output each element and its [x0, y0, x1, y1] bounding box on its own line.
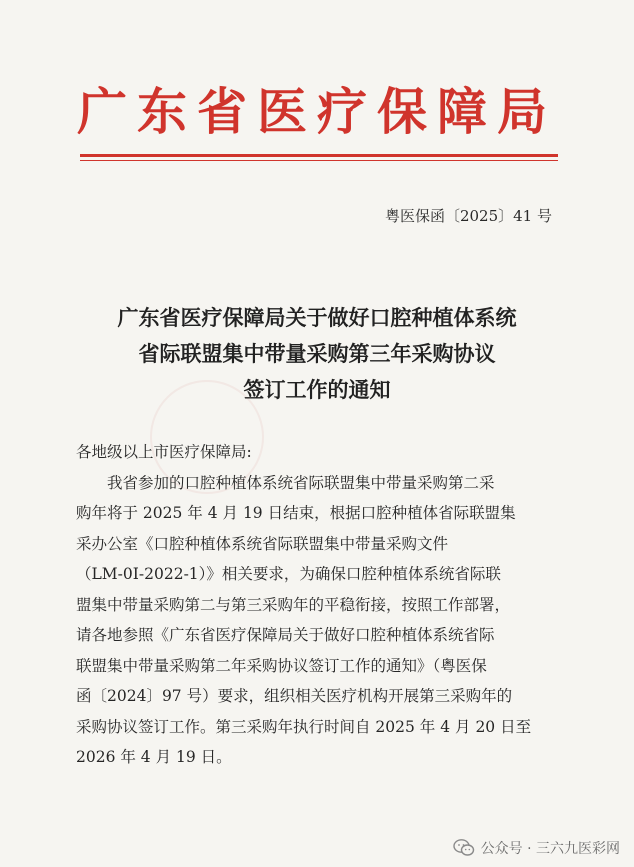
- document-title: [0, 300, 634, 408]
- body-line: 我省参加的口腔种植体系统省际联盟集中带量采购第二采: [107, 473, 495, 492]
- title-line: 签订工作的通知: [243, 377, 391, 402]
- document-number: 粤医保函〔2025〕41 号: [384, 207, 552, 225]
- body-line: （LM-0I-2022-1）》相关要求，为确保口腔种植体系统省际联: [76, 565, 501, 583]
- title-line: 省际联盟集中带量采购第三年采购协议: [138, 341, 496, 366]
- salutation: 各地级以上市医疗保障局:: [76, 443, 252, 461]
- watermark-text: 公众号 · 三六九医彩网: [480, 841, 620, 857]
- body-line: 盟集中带量采购第二与第三采购年的平稳衔接，按照工作部署，: [76, 595, 511, 614]
- body-line: 请各地参照《广东省医疗保障局关于做好口腔种植体系统省际: [76, 626, 495, 644]
- wechat-watermark: [453, 837, 620, 859]
- header-red-rule-thin: [80, 160, 558, 161]
- body-line: 采办公室《口腔种植体系统省际联盟集中带量采购文件: [76, 534, 449, 553]
- document-body: [76, 437, 556, 773]
- header-red-rule-thick: [80, 154, 558, 157]
- body-line: 函〔2024〕97 号）要求，组织相关医疗机构开展第三采购年的: [76, 687, 513, 705]
- body-line: 联盟集中带量采购第二年采购协议签订工作的通知》（粤医保: [76, 656, 487, 675]
- body-line: 采购协议签订工作。第三采购年执行时间自 2025 年 4 月 20 日至: [76, 717, 532, 736]
- issuer-header: 广东省医疗保障局: [77, 82, 557, 141]
- title-line: 广东省医疗保障局关于做好口腔种植体系统: [117, 305, 517, 330]
- wechat-icon: [453, 838, 475, 858]
- body-line: 2026 年 4 月 19 日。: [76, 748, 232, 766]
- body-line: 购年将于 2025 年 4 月 19 日结束，根据口腔种植体省际联盟集: [76, 504, 516, 522]
